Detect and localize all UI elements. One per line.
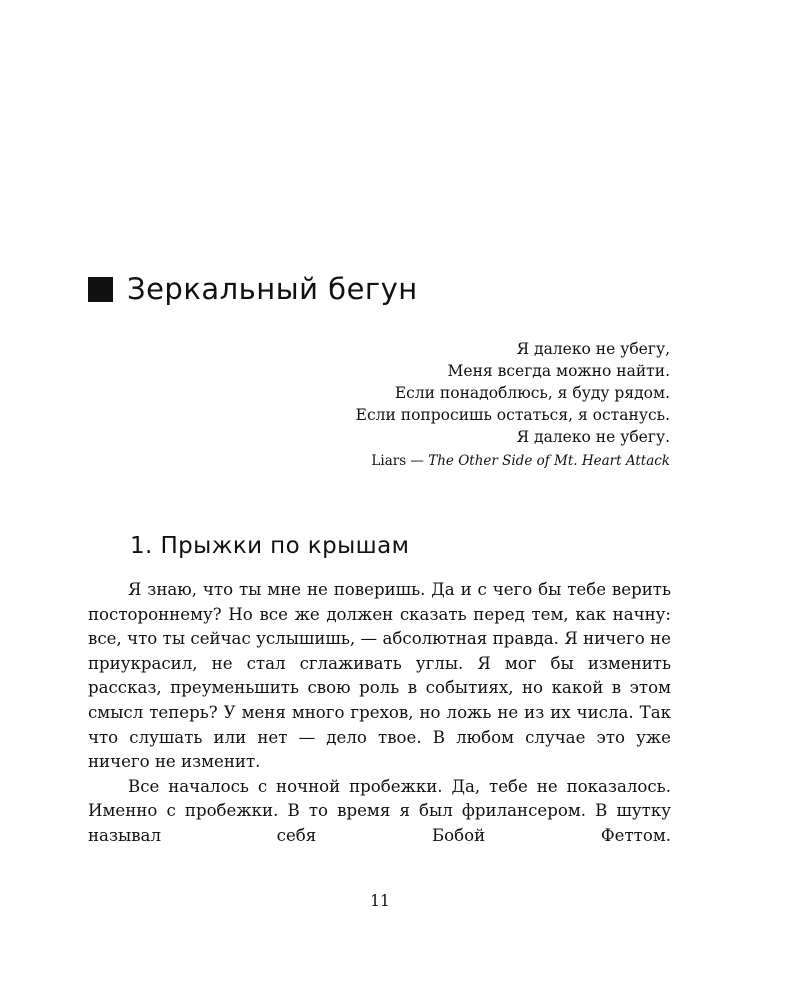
epigraph-line: Я далеко не убегу,	[516, 340, 670, 358]
epigraph-line: Если понадоблюсь, я буду рядом.	[394, 384, 670, 402]
paragraph: Я знаю, что ты мне не поверишь. Да и с чего бы тебе верить постороннему? Но все же должен сказать перед тем, как начну: все, что ты сейчас услышишь, — абсолютная правда. Я ничего не приукрасил, не стал сглаживать углы. Я мог бы изменить рассказ, преуменьшить свою роль в событиях, но какой в этом смысл теперь? У меня много грехов, но ложь не из их числа. Так что слушать или нет — дело твое. В любом случае это уже ничего не изменит.	[88, 580, 671, 772]
epigraph-line: Я далеко не убегу.	[516, 428, 670, 446]
epigraph-line: Если попросишь остаться, я останусь.	[355, 406, 670, 424]
epigraph-source-artist: Liars —	[371, 453, 424, 469]
chapter-title: 1. Прыжки по крышам	[130, 533, 410, 559]
body-text	[88, 578, 671, 849]
epigraph-line: Меня всегда можно найти.	[447, 362, 670, 380]
part-title: Зеркальный бегун	[127, 272, 418, 306]
paragraph: Все началось с ночной пробежки. Да, тебе не показалось. Именно с пробежки. В то время я был фрилансером. В шутку называл себя Бобой Феттом.	[88, 776, 671, 845]
epigraph-source-title: The Other Side of Mt. Heart Attack	[428, 453, 670, 469]
epigraph-source	[210, 450, 670, 472]
part-heading	[88, 272, 418, 306]
page-number: 11	[370, 892, 390, 910]
epigraph	[210, 338, 670, 472]
part-square-marker	[88, 277, 113, 302]
